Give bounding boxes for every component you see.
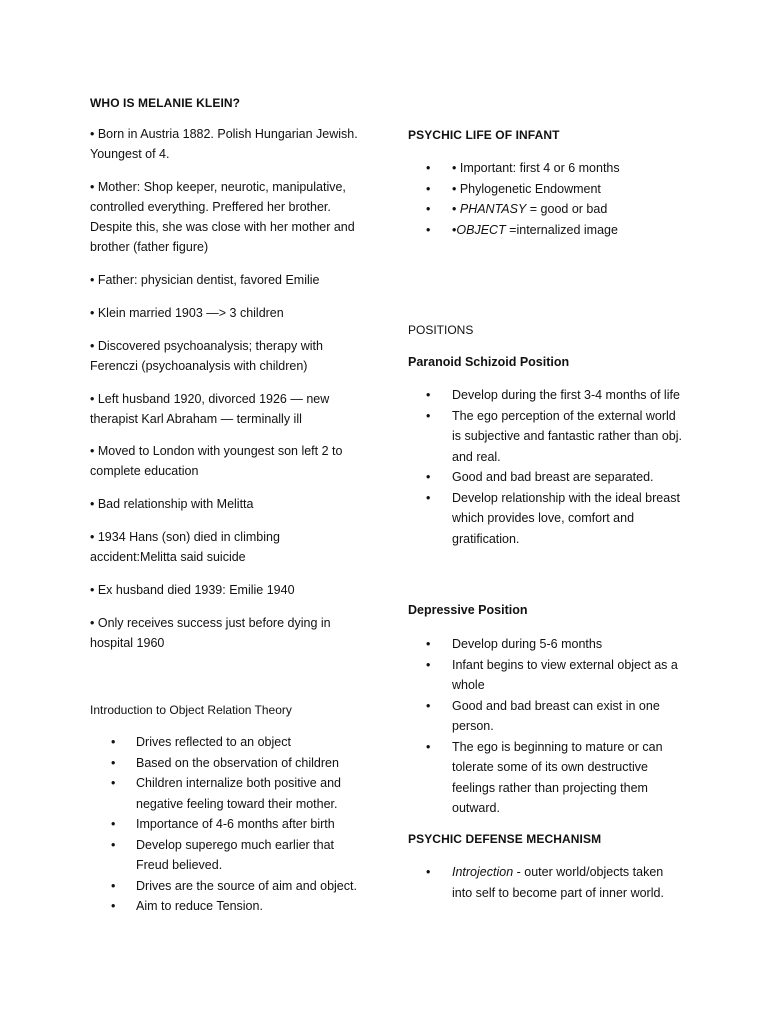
fact-mother: • Mother: Shop keeper, neurotic, manipulative, controlled everything. Preffered her brother. Despite this, she was close with her mother and brother (father figure) <box>90 180 355 254</box>
list-item: • Infant begins to view external object as a whole <box>408 655 684 696</box>
list-item: • The ego perception of the external world is subjective and fantastic rather than obj. and real. <box>408 406 684 468</box>
list-item: • Develop superego much earlier that Freud believed. <box>90 835 360 876</box>
fact-married: • Klein married 1903 —> 3 children <box>90 306 284 320</box>
page-title: WHO IS MELANIE KLEIN? <box>90 96 241 110</box>
fact-father: • Father: physician dentist, favored Emilie <box>90 273 320 287</box>
list-item: • Drives are the source of aim and object. <box>90 876 360 897</box>
list-item: • Good and bad breast are separated. <box>408 467 684 488</box>
fact-ex-husband: • Ex husband died 1939: Emilie 1940 <box>90 583 295 597</box>
list-item <box>408 220 684 241</box>
fact-success: • Only receives success just before dying in hospital 1960 <box>90 616 331 650</box>
list-item <box>408 862 684 903</box>
list-item: • Good and bad breast can exist in one person. <box>408 696 684 737</box>
intro-heading: Introduction to Object Relation Theory <box>90 703 292 717</box>
positions-heading: POSITIONS <box>408 323 474 337</box>
psychic-life-list <box>408 158 684 240</box>
list-item: • • Important: first 4 or 6 months <box>408 158 684 179</box>
term-introjection: Introjection <box>452 865 514 879</box>
fact-london: • Moved to London with youngest son left 2 to complete education <box>90 444 343 478</box>
paranoid-list <box>408 385 684 549</box>
list-item: • • Phylogenetic Endowment <box>408 179 684 200</box>
list-item: • Develop during the first 3-4 months of life <box>408 385 684 406</box>
fact-born: • Born in Austria 1882. Polish Hungarian Jewish. Youngest of 4. <box>90 127 358 161</box>
list-item: • Children internalize both positive and negative feeling toward their mother. <box>90 773 360 814</box>
intro-list <box>90 732 360 917</box>
fact-melitta: • Bad relationship with Melitta <box>90 497 254 511</box>
list-item: • Based on the observation of children <box>90 753 360 774</box>
term-object: OBJECT <box>456 222 506 237</box>
list-item: • Aim to reduce Tension. <box>90 896 360 917</box>
list-item <box>408 199 684 220</box>
list-item: • Develop relationship with the ideal breast which provides love, comfort and gratification. <box>408 488 684 550</box>
list-item: • Develop during 5-6 months <box>408 634 684 655</box>
defense-list <box>408 862 684 903</box>
fact-psychoanalysis: • Discovered psychoanalysis; therapy with Ferenczi (psychoanalysis with children) <box>90 339 323 373</box>
list-item: • Importance of 4-6 months after birth <box>90 814 360 835</box>
psychic-life-heading: PSYCHIC LIFE OF INFANT <box>408 128 560 142</box>
list-item: • The ego is beginning to mature or can tolerate some of its own destructive feelings rather than projecting them outward. <box>408 737 684 819</box>
term-phantasy: PHANTASY <box>459 202 527 216</box>
fact-left-husband: • Left husband 1920, divorced 1926 — new therapist Karl Abraham — terminally ill <box>90 392 330 426</box>
depressive-heading: Depressive Position <box>408 603 528 617</box>
list-item: • Drives reflected to an object <box>90 732 360 753</box>
bullet-prefix: • <box>452 202 460 216</box>
term-definition: - outer world/objects taken into self to become part of inner world. <box>452 865 664 900</box>
bullet-prefix: • <box>452 222 457 237</box>
defense-heading: PSYCHIC DEFENSE MECHANISM <box>408 832 602 846</box>
depressive-list <box>408 634 684 819</box>
term-definition: = good or bad <box>526 202 608 216</box>
term-definition: =internalized image <box>505 222 618 237</box>
fact-hans: • 1934 Hans (son) died in climbing accident:Melitta said suicide <box>90 530 280 564</box>
paranoid-heading: Paranoid Schizoid Position <box>408 355 570 369</box>
